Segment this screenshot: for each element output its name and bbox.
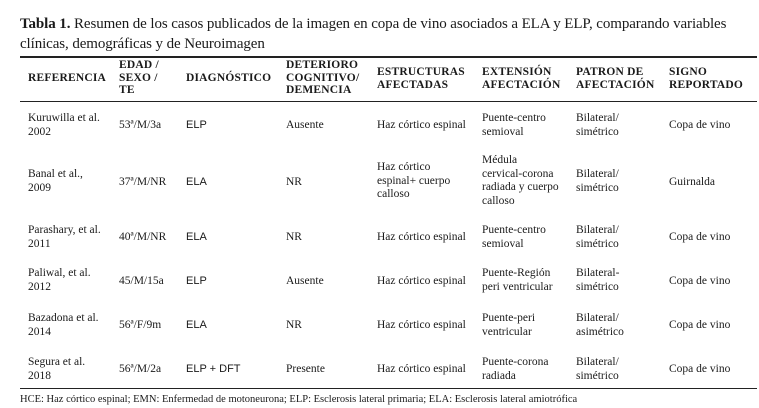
table-bottom-rule: [20, 388, 757, 389]
cell-estructuras: Haz córtico espinal: [377, 119, 466, 131]
cell-edad: 37ª/M/NR: [119, 176, 167, 188]
cell-deterioro: NR: [286, 176, 302, 188]
cell-estructuras: Haz córtico espinal: [377, 363, 466, 375]
cell-patron: Bilateral/ simétrico: [576, 168, 619, 194]
cell-signo: Copa de vino: [669, 319, 731, 331]
cell-diagnostico: ELA: [186, 176, 207, 188]
cell-extension: Médula cervical-corona radiada y cuerpo calloso: [482, 154, 559, 207]
cell-extension: Puente-peri ventricular: [482, 312, 536, 338]
cell-estructuras: Haz córtico espinal: [377, 319, 466, 331]
cell-diagnostico: ELP + DFT: [186, 363, 241, 375]
cell-referencia: Parashary, et al. 2011: [28, 224, 101, 250]
cell-edad: 45/M/15a: [119, 275, 164, 287]
header-patron-afectacion: PATRON DE AFECTACIÓN: [576, 66, 655, 91]
cell-extension: Puente-corona radiada: [482, 356, 549, 382]
cell-estructuras: Haz córtico espinal: [377, 275, 466, 287]
cell-diagnostico: ELP: [186, 275, 207, 287]
cell-referencia: Banal et al., 2009: [28, 168, 83, 194]
cell-signo: Copa de vino: [669, 231, 731, 243]
cell-deterioro: Ausente: [286, 275, 324, 287]
header-diagnostico: DIAGNÓSTICO: [186, 72, 272, 84]
cell-signo: Copa de vino: [669, 363, 731, 375]
caption-label: Tabla 1.: [20, 16, 71, 32]
header-estructuras-afectadas: ESTRUCTURAS AFECTADAS: [377, 66, 465, 91]
cell-deterioro: Ausente: [286, 119, 324, 131]
cell-diagnostico: ELP: [186, 119, 207, 131]
cell-extension: Puente-centro semioval: [482, 112, 546, 138]
cell-edad: 53ª/M/3a: [119, 119, 162, 131]
cell-estructuras: Haz córtico espinal: [377, 231, 466, 243]
cell-referencia: Segura et al. 2018: [28, 356, 86, 382]
cell-edad: 56ª/M/2a: [119, 363, 162, 375]
header-deterioro-cognitivo: DETERIORO COGNITIVO/ DEMENCIA: [286, 59, 360, 96]
cell-diagnostico: ELA: [186, 319, 207, 331]
header-extension-afectacion: EXTENSIÓN AFECTACIÓN: [482, 66, 561, 91]
cell-referencia: Paliwal, et al. 2012: [28, 267, 91, 293]
cell-deterioro: NR: [286, 319, 302, 331]
cell-signo: Copa de vino: [669, 119, 731, 131]
header-bottom-rule: [20, 101, 757, 102]
cell-diagnostico: ELA: [186, 231, 207, 243]
cell-referencia: Bazadona et al. 2014: [28, 312, 99, 338]
cell-edad: 40ª/M/NR: [119, 231, 167, 243]
table-top-rule: [20, 56, 757, 58]
cell-patron: Bilateral- simétrico: [576, 267, 620, 293]
cell-estructuras: Haz córtico espinal+ cuerpo calloso: [377, 161, 451, 200]
table-caption: [20, 14, 755, 54]
cell-patron: Bilateral/ simétrico: [576, 112, 619, 138]
cell-patron: Bilateral/ asimétrico: [576, 312, 624, 338]
header-edad-sexo-te: EDAD / SEXO / TE: [119, 59, 159, 96]
cell-referencia: Kuruwilla et al. 2002: [28, 112, 100, 138]
cell-edad: 56ª/F/9m: [119, 319, 162, 331]
cell-signo: Guirnalda: [669, 176, 715, 188]
cell-signo: Copa de vino: [669, 275, 731, 287]
cell-patron: Bilateral/ simétrico: [576, 224, 619, 250]
header-signo-reportado: SIGNO REPORTADO: [669, 66, 744, 91]
table-footnote: HCE: Haz córtico espinal; EMN: Enfermedad de motoneurona; ELP: Esclerosis lateral primaria; ELA: Esclerosis lateral amiotrófica: [20, 394, 578, 405]
caption-text: Resumen de los casos publicados de la imagen en copa de vino asociados a ELA y ELP, comparando variables clínicas, demográficas y de Neuroimagen: [20, 16, 727, 52]
cell-deterioro: Presente: [286, 363, 325, 375]
cell-patron: Bilateral/ simétrico: [576, 356, 619, 382]
cell-deterioro: NR: [286, 231, 302, 243]
header-referencia: REFERENCIA: [28, 72, 107, 84]
cell-extension: Puente-centro semioval: [482, 224, 546, 250]
cell-extension: Puente-Región peri ventricular: [482, 267, 553, 293]
